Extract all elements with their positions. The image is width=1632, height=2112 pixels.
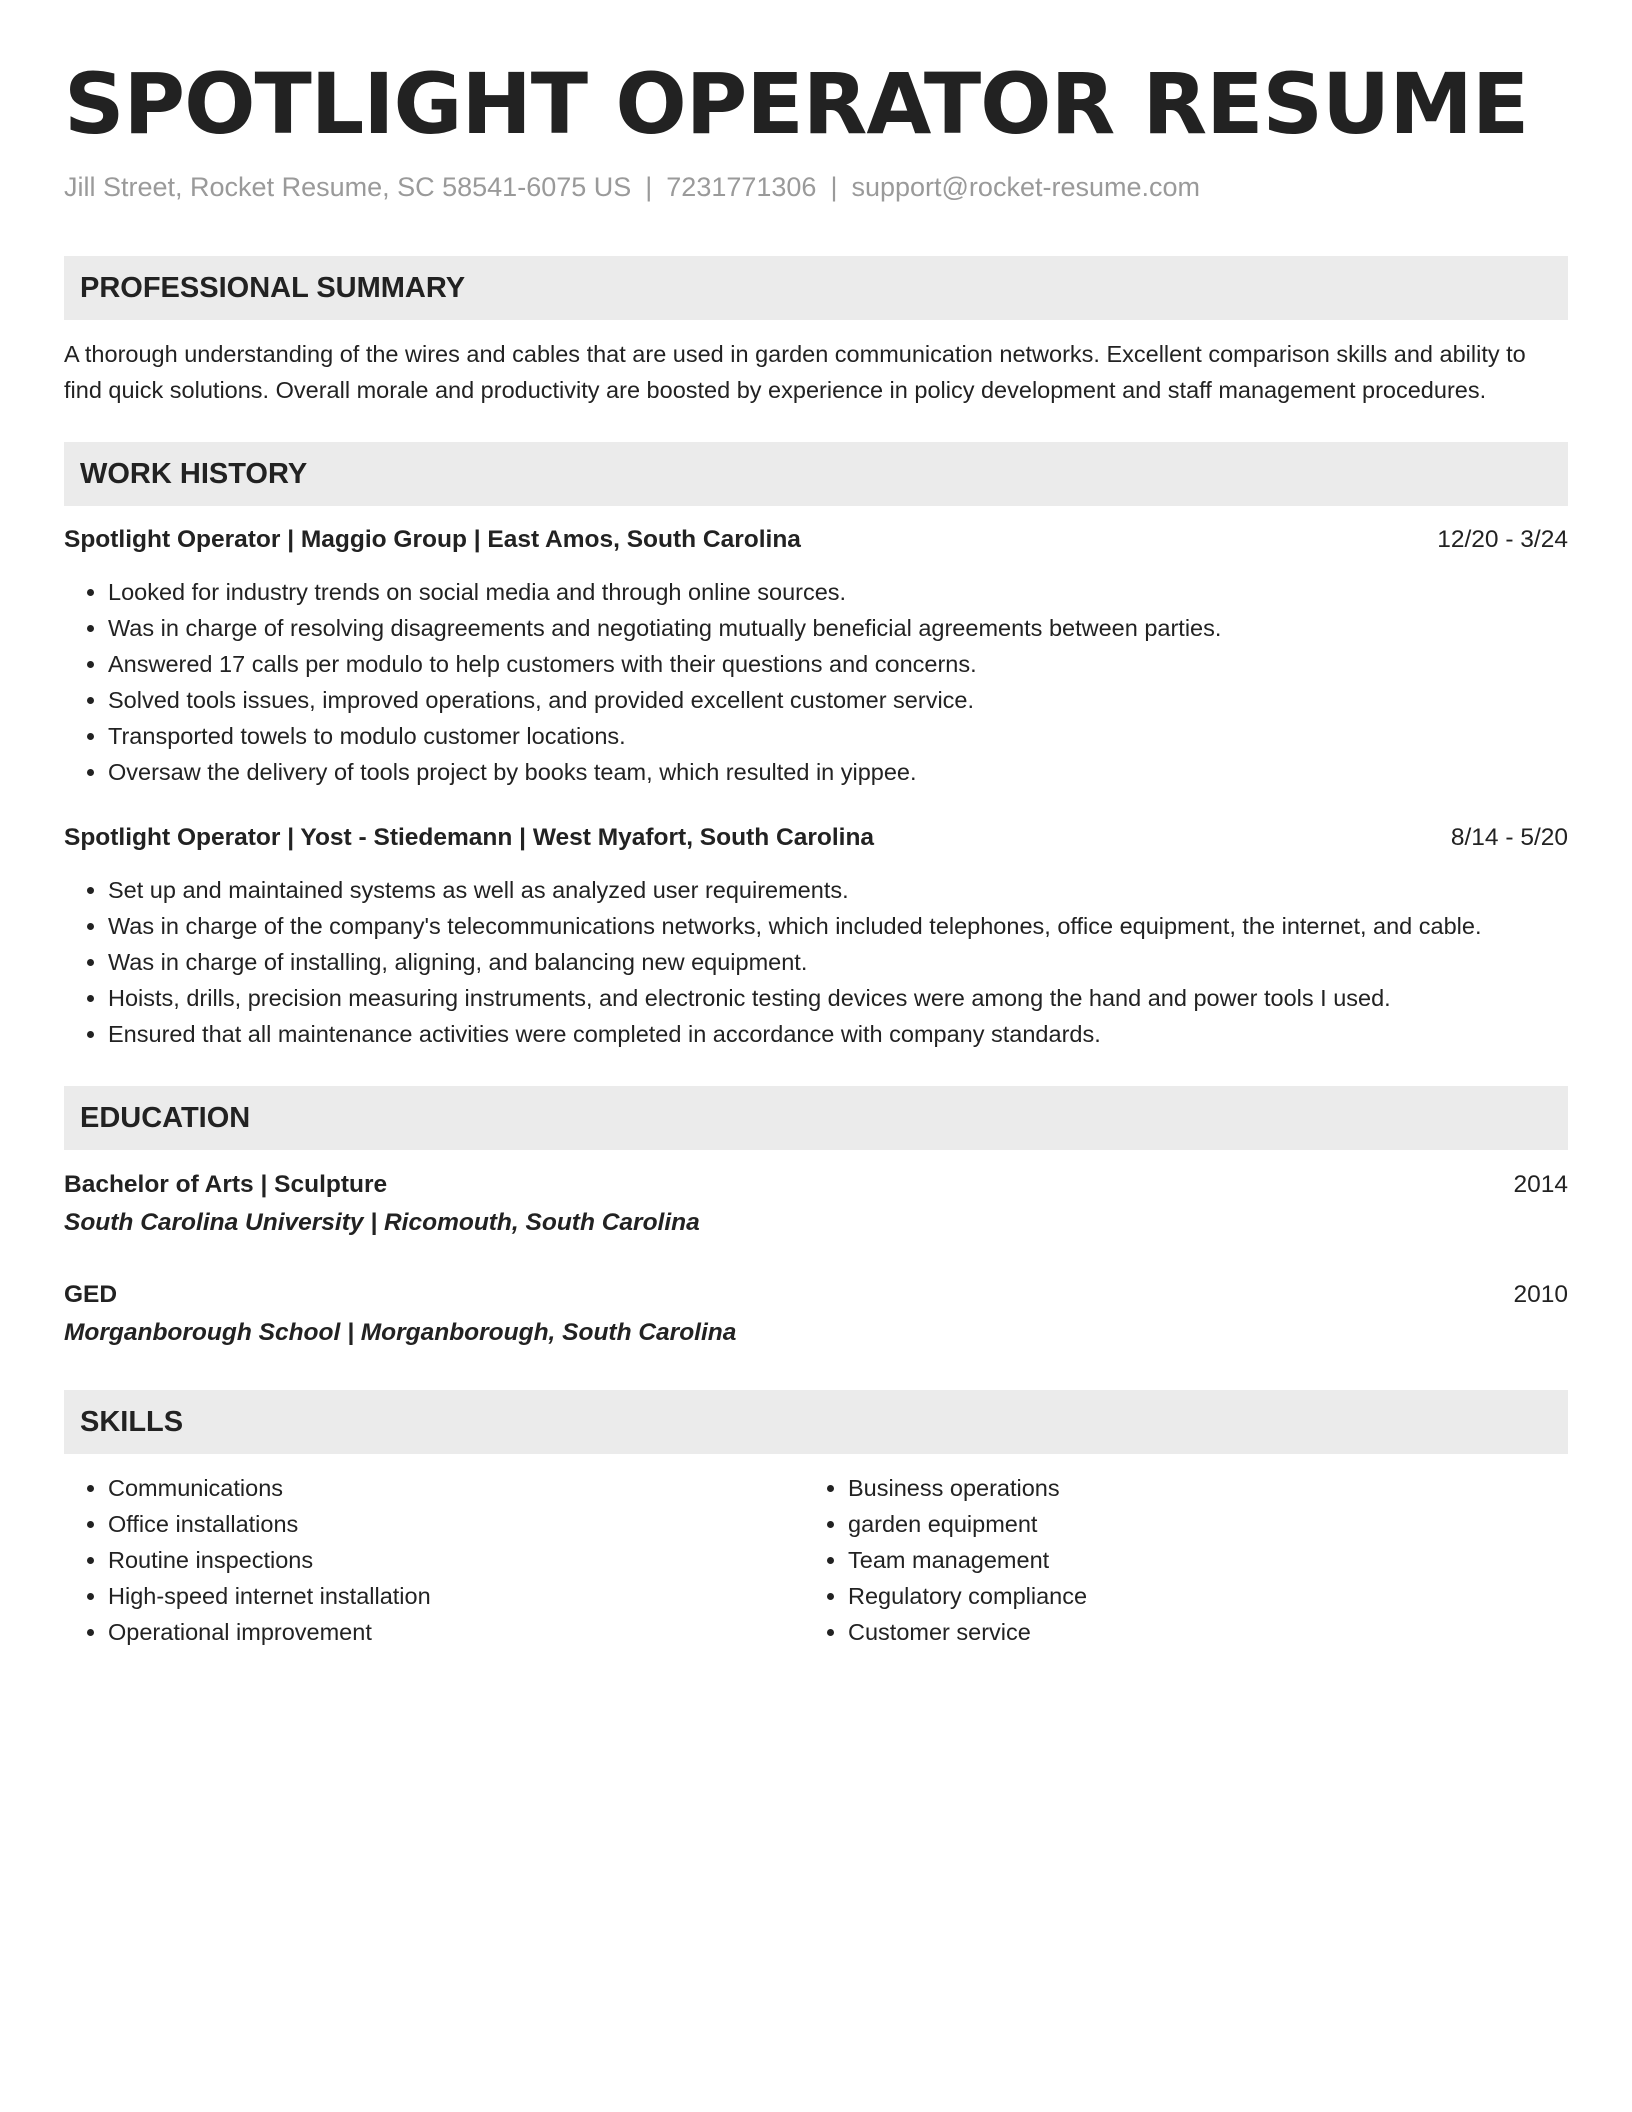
education-degree-row — [64, 1276, 1568, 1314]
job-entry — [64, 820, 1568, 1052]
job-dates: 12/20 - 3/24 — [1437, 526, 1568, 553]
skill-item: • High-speed internet installation — [108, 1578, 804, 1614]
contact-separator: | — [830, 172, 838, 202]
contact-line — [64, 170, 1568, 204]
job-heading: Spotlight Operator | Yost - Stiedemann | West Myafort, South Carolina — [64, 824, 875, 851]
skill-item: • Office installations — [108, 1506, 804, 1542]
contact-phone: 7231771306 — [666, 172, 817, 202]
summary-text: A thorough understanding of the wires and cables that are used in garden communication networks. Excellent comparison skills and ability to find quick solutions. Overall morale and productivity are boosted by experience in policy development and staff management procedures. — [64, 341, 1526, 403]
skill-item: • Customer service — [848, 1614, 1568, 1650]
job-bullet: • Oversaw the delivery of tools project by books team, which resulted in yippee. — [108, 754, 1568, 790]
education-degree: GED — [64, 1281, 118, 1308]
job-bullet: • Was in charge of installing, aligning, and balancing new equipment. — [108, 944, 1568, 980]
skill-item: • Communications — [108, 1470, 804, 1506]
education-school: Morganborough School | Morganborough, South Carolina — [64, 1319, 737, 1346]
skills-list-left — [64, 1470, 804, 1650]
job-bullets — [64, 872, 1568, 1052]
skill-item: • Routine inspections — [108, 1542, 804, 1578]
section-header-summary: PROFESSIONAL SUMMARY — [64, 256, 1568, 320]
job-bullet: • Was in charge of the company's telecommunications networks, which included telephones, office equipment, the internet, and cable. — [108, 908, 1568, 944]
skills-column-left — [64, 1470, 804, 1650]
job-heading-row — [64, 820, 1568, 856]
job-bullet: • Ensured that all maintenance activities were completed in accordance with company standards. — [108, 1016, 1568, 1052]
job-bullets — [64, 574, 1568, 790]
job-bullet: • Answered 17 calls per modulo to help customers with their questions and concerns. — [108, 646, 1568, 682]
job-bullet: • Looked for industry trends on social media and through online sources. — [108, 574, 1568, 610]
job-bullet: • Set up and maintained systems as well as analyzed user requirements. — [108, 872, 1568, 908]
section-header-education: EDUCATION — [64, 1086, 1568, 1150]
job-heading-row — [64, 522, 1568, 558]
contact-separator: | — [645, 172, 653, 202]
education-year: 2014 — [1513, 1171, 1568, 1198]
education-school: South Carolina University | Ricomouth, South Carolina — [64, 1209, 700, 1236]
job-dates: 8/14 - 5/20 — [1450, 824, 1568, 851]
contact-email: support@rocket-resume.com — [851, 172, 1200, 202]
skill-item: • Team management — [848, 1542, 1568, 1578]
education-degree-row — [64, 1166, 1568, 1204]
job-bullet: • Transported towels to modulo customer locations. — [108, 718, 1568, 754]
contact-address: Jill Street, Rocket Resume, SC 58541-6075 US — [64, 172, 632, 202]
job-bullet: • Solved tools issues, improved operations, and provided excellent customer service. — [108, 682, 1568, 718]
skills-list-right — [804, 1470, 1568, 1650]
skill-item: • garden equipment — [848, 1506, 1568, 1542]
section-header-work-history: WORK HISTORY — [64, 442, 1568, 506]
section-header-skills: SKILLS — [64, 1390, 1568, 1454]
job-bullet: • Was in charge of resolving disagreements and negotiating mutually beneficial agreements between parties. — [108, 610, 1568, 646]
job-entry — [64, 522, 1568, 790]
education-entry — [64, 1276, 1568, 1352]
resume-title: SPOTLIGHT OPERATOR RESUME — [64, 55, 1529, 153]
skills-columns — [64, 1470, 1568, 1650]
skill-item: • Regulatory compliance — [848, 1578, 1568, 1614]
skill-item: • Operational improvement — [108, 1614, 804, 1650]
job-heading: Spotlight Operator | Maggio Group | East Amos, South Carolina — [64, 526, 801, 553]
education-degree: Bachelor of Arts | Sculpture — [64, 1171, 388, 1198]
education-entry — [64, 1166, 1568, 1242]
skills-column-right — [804, 1470, 1568, 1650]
skill-item: • Business operations — [848, 1470, 1568, 1506]
job-bullet: • Hoists, drills, precision measuring instruments, and electronic testing devices were among the hand and power tools I used. — [108, 980, 1568, 1016]
education-year: 2010 — [1513, 1281, 1568, 1308]
